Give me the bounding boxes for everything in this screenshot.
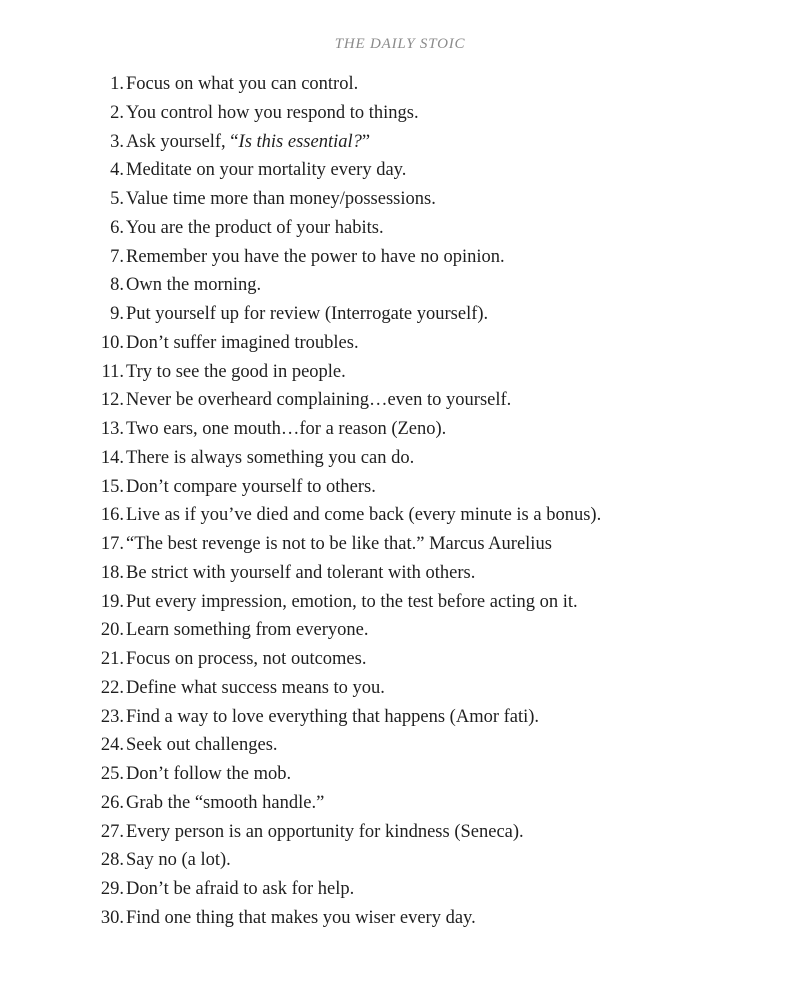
item-number: 18.: [100, 562, 124, 583]
item-text: You control how you respond to things.: [126, 102, 419, 123]
item-number: 12.: [100, 390, 124, 411]
item-text: [124, 133, 370, 152]
list-item: [0, 243, 800, 272]
list-item: [0, 99, 800, 128]
list-item: [0, 473, 800, 502]
list-item: [0, 185, 800, 214]
item-text-before: Ask yourself, “: [126, 131, 239, 152]
item-text: Don’t follow the mob.: [126, 764, 292, 785]
item-text: Be strict with yourself and tolerant with others.: [126, 562, 476, 583]
item-text: Never be overheard complaining…even to yourself.: [126, 390, 512, 411]
list-item: [0, 846, 800, 875]
item-number: 20.: [100, 620, 124, 641]
item-text: Meditate on your mortality every day.: [126, 160, 407, 181]
item-number: 26.: [100, 792, 124, 813]
item-text: You are the product of your habits.: [126, 217, 384, 238]
item-text: Seek out challenges.: [126, 735, 278, 756]
page-title: THE DAILY STOIC: [334, 36, 466, 52]
item-number: 5.: [110, 189, 124, 210]
list-item: [0, 358, 800, 387]
list-item: [0, 156, 800, 185]
list-item: [0, 875, 800, 904]
list-item: [0, 501, 800, 530]
list-item: [0, 674, 800, 703]
list-item: [0, 214, 800, 243]
item-text: Grab the “smooth handle.”: [126, 792, 325, 813]
item-text: Own the morning.: [126, 275, 262, 296]
list-item: [0, 444, 800, 473]
item-number: 16.: [100, 505, 124, 526]
item-number: 6.: [110, 217, 124, 238]
item-text: Two ears, one mouth…for a reason (Zeno).: [126, 419, 447, 440]
item-number: 30.: [100, 907, 124, 928]
list-item: [0, 386, 800, 415]
item-number: 8.: [110, 275, 124, 296]
list-item: [0, 559, 800, 588]
list-item: [0, 329, 800, 358]
item-number: 9.: [110, 304, 124, 325]
list-item: [0, 530, 800, 559]
item-text-italic: Is this essential?: [238, 131, 362, 152]
list-item: [0, 300, 800, 329]
list-item: [0, 645, 800, 674]
item-text: “The best revenge is not to be like that.” Marcus Aurelius: [126, 534, 552, 555]
item-text: Say no (a lot).: [126, 850, 231, 871]
item-text: There is always something you can do.: [126, 447, 415, 468]
item-number: 13.: [100, 419, 124, 440]
item-text: Remember you have the power to have no opinion.: [126, 246, 505, 267]
item-text: Try to see the good in people.: [126, 361, 346, 382]
item-text: Focus on what you can control.: [126, 74, 359, 95]
stoic-list: [0, 70, 800, 933]
item-number: 19.: [100, 591, 124, 612]
item-number: 1.: [110, 74, 124, 95]
item-text: Find a way to love everything that happens (Amor fati).: [126, 706, 540, 727]
list-item: [0, 703, 800, 732]
item-number: 17.: [100, 534, 124, 555]
item-text-after: ”: [361, 131, 371, 152]
item-number: 28.: [100, 850, 124, 871]
list-item: [0, 616, 800, 645]
item-number: 23.: [100, 706, 124, 727]
list-item: [0, 760, 800, 789]
list-item: [0, 128, 800, 157]
list-item: [0, 271, 800, 300]
list-item: [0, 415, 800, 444]
list-item: [0, 70, 800, 99]
list-item: [0, 818, 800, 847]
item-text: Live as if you’ve died and come back (every minute is a bonus).: [126, 505, 602, 526]
item-number: 21.: [100, 649, 124, 670]
item-number: 10.: [100, 332, 124, 353]
list-item: [0, 789, 800, 818]
item-number: 29.: [100, 879, 124, 900]
item-text: Learn something from everyone.: [126, 620, 369, 641]
item-number: 4.: [110, 160, 124, 181]
item-number: 24.: [100, 735, 124, 756]
item-number: 11.: [101, 361, 124, 382]
item-text: Define what success means to you.: [126, 677, 385, 698]
item-number: 15.: [100, 476, 124, 497]
item-number: 3.: [110, 131, 124, 152]
item-text: Focus on process, not outcomes.: [126, 649, 367, 670]
item-number: 2.: [110, 102, 124, 123]
item-text: Value time more than money/possessions.: [126, 189, 436, 210]
item-number: 14.: [100, 447, 124, 468]
item-number: 27.: [100, 821, 124, 842]
item-number: 22.: [100, 677, 124, 698]
item-text: Don’t be afraid to ask for help.: [126, 879, 355, 900]
list-item: [0, 588, 800, 617]
list-item: [0, 904, 800, 933]
item-text: Don’t suffer imagined troubles.: [126, 332, 359, 353]
item-number: 7.: [110, 246, 124, 267]
item-text: Don’t compare yourself to others.: [126, 476, 376, 497]
item-text: Find one thing that makes you wiser every day.: [126, 907, 476, 928]
list-item: [0, 731, 800, 760]
item-number: 25.: [100, 764, 124, 785]
item-text: Put every impression, emotion, to the test before acting on it.: [126, 591, 578, 612]
item-text: Put yourself up for review (Interrogate yourself).: [126, 304, 489, 325]
item-text: Every person is an opportunity for kindness (Seneca).: [126, 821, 524, 842]
